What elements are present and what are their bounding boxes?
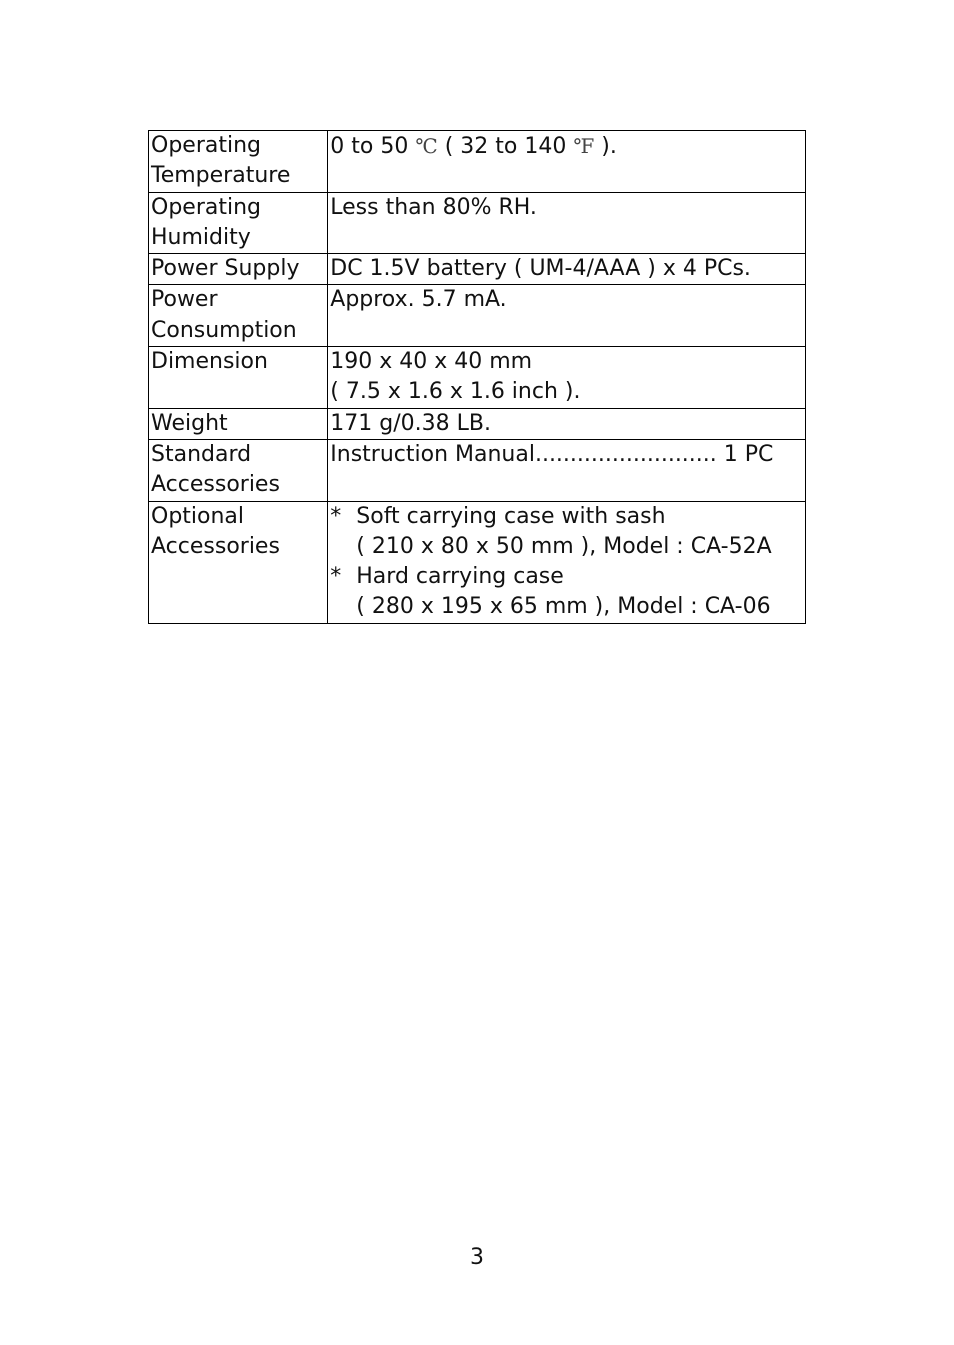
spec-label-line: Accessories: [151, 533, 280, 559]
spec-label: [149, 439, 328, 501]
spec-label-line: Operating: [151, 194, 261, 220]
spec-row-operating-temperature: [149, 131, 806, 193]
spec-value: [328, 192, 806, 254]
spec-row-standard-accessories: [149, 439, 806, 501]
spec-label: [149, 131, 328, 193]
spec-label: [149, 408, 328, 439]
spec-value: [328, 408, 806, 439]
spec-label-line: Power: [151, 287, 218, 313]
spec-value: [328, 347, 806, 409]
spec-value-line: 190 x 40 x 40 mm: [330, 349, 533, 375]
optional-item-name: [330, 562, 805, 592]
temperature-range-fahrenheit: ( 32 to 140: [437, 134, 574, 159]
spec-label-line: Weight: [151, 410, 228, 436]
spec-row-power-consumption: [149, 285, 806, 347]
optional-item-detail: ( 210 x 80 x 50 mm ), Model : CA-52A: [356, 533, 772, 559]
specifications-table: [148, 130, 806, 624]
spec-value-line: DC 1.5V battery ( UM-4/AAA ) x 4 PCs.: [330, 256, 751, 282]
optional-item-label: Soft carrying case with sash: [356, 503, 666, 529]
spec-row-power-supply: [149, 254, 806, 285]
spec-row-dimension: [149, 347, 806, 409]
spec-label: [149, 192, 328, 254]
spec-label-line: Operating: [151, 133, 261, 158]
spec-label: [149, 285, 328, 347]
spec-label-line: Dimension: [151, 349, 268, 375]
optional-item-label: Hard carrying case: [356, 564, 564, 590]
spec-label-line: Consumption: [151, 317, 297, 343]
bullet-asterisk: *: [330, 503, 342, 529]
optional-item-detail: ( 280 x 195 x 65 mm ), Model : CA-06: [356, 594, 771, 620]
spec-value-line: [330, 440, 805, 470]
spec-value: [328, 285, 806, 347]
optional-item-name: [330, 502, 805, 532]
dot-leader: ..........................: [534, 441, 717, 467]
spec-value-line: Approx. 5.7 mA.: [330, 287, 507, 313]
spec-label-line: Humidity: [151, 224, 251, 250]
spec-label-line: Standard: [151, 441, 252, 467]
spec-label: [149, 254, 328, 285]
spec-label: [149, 501, 328, 623]
spec-label-line: Power Supply: [151, 256, 300, 282]
spec-row-weight: [149, 408, 806, 439]
spec-value-line: [330, 131, 805, 162]
spec-value: [328, 131, 806, 193]
spec-value: [328, 439, 806, 501]
spec-row-operating-humidity: [149, 192, 806, 254]
temperature-range-celsius: 0 to 50: [330, 134, 416, 159]
spec-label-line: Accessories: [151, 472, 280, 498]
spec-value: [328, 501, 806, 623]
spec-label-line: Optional: [151, 503, 245, 529]
celsius-symbol: ℃: [415, 134, 438, 158]
spec-value-line: ( 7.5 x 1.6 x 1.6 inch ).: [330, 379, 581, 405]
spec-value-line: 171 g/0.38 LB.: [330, 410, 491, 436]
page-number: 3: [470, 1245, 484, 1270]
spec-label-line: Temperature: [151, 163, 291, 189]
spec-value-line: Less than 80% RH.: [330, 194, 537, 220]
accessory-item: Instruction Manual: [330, 441, 535, 467]
bullet-asterisk: *: [330, 564, 342, 590]
temperature-range-close: ).: [594, 134, 617, 159]
accessory-quantity: 1 PC: [716, 441, 774, 467]
spec-label: [149, 347, 328, 409]
fahrenheit-symbol: ℉: [573, 134, 595, 158]
spec-row-optional-accessories: [149, 501, 806, 623]
spec-value: [328, 254, 806, 285]
